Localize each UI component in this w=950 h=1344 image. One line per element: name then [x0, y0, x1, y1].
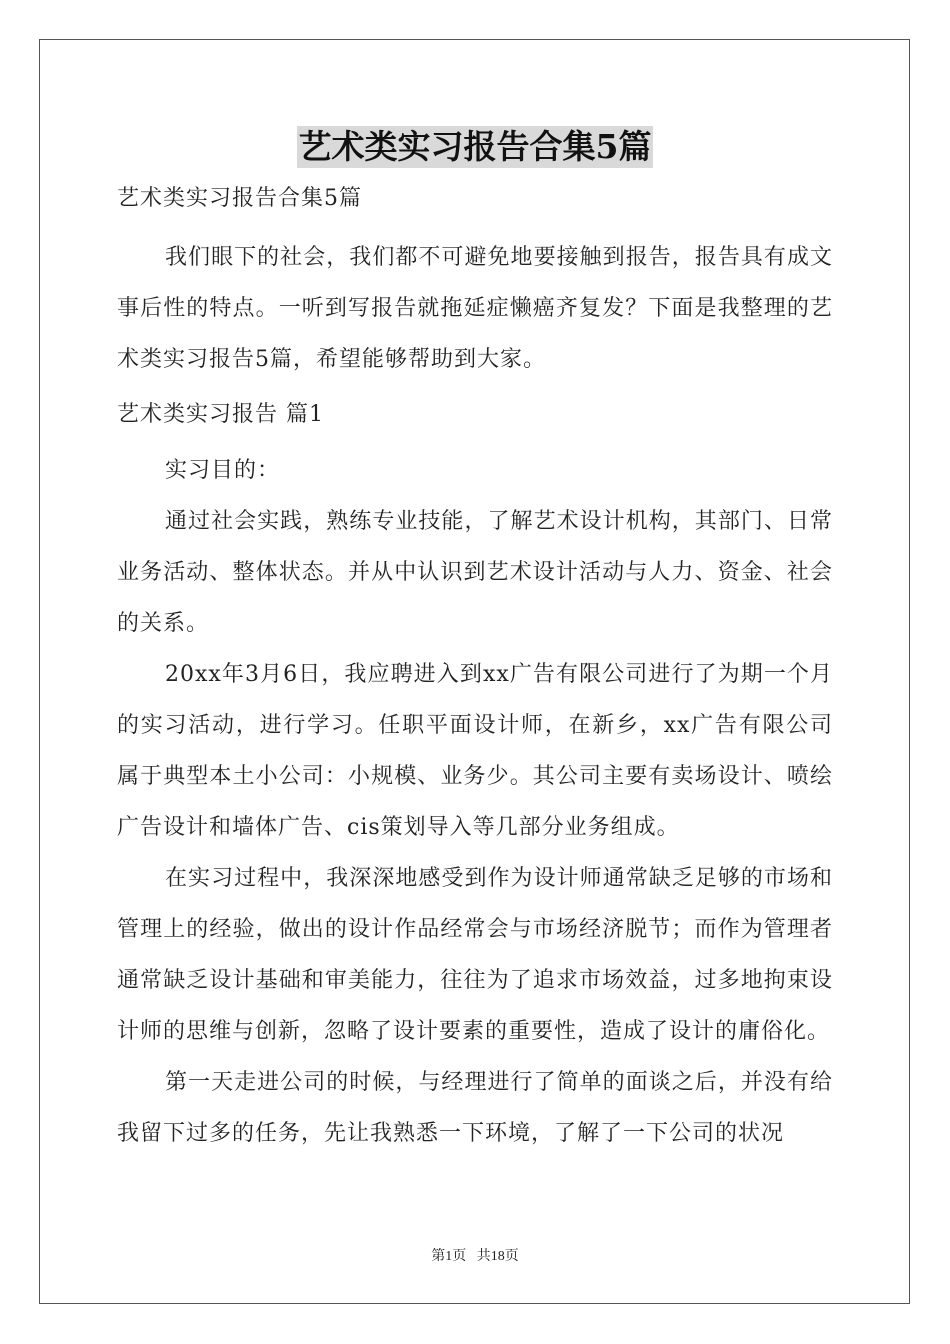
document-subtitle: 艺术类实习报告合集5篇: [117, 186, 362, 211]
intro-paragraph: 我们眼下的社会，我们都不可避免地要接触到报告，报告具有成文事后性的特点。一听到写报告就拖延症懒癌齐复发？下面是我整理的艺术类实习报告5篇，希望能够帮助到大家。: [117, 245, 833, 372]
paragraph-purpose: 通过社会实践，熟练专业技能，了解艺术设计机构，其部门、日常业务活动、整体状态。并从中认识到艺术设计活动与人力、资金、社会的关系。: [117, 509, 833, 636]
paragraph-reflection: 在实习过程中，我深深地感受到作为设计师通常缺乏足够的市场和管理上的经验，做出的设计作品经常会与市场经济脱节；而作为管理者通常缺乏设计基础和审美能力，往往为了追求市场效益，过多地拘束设计师的思维与创新，忽略了设计要素的重要性，造成了设计的庸俗化。: [117, 866, 833, 1044]
section-heading: 艺术类实习报告 篇1: [117, 402, 324, 427]
page-total: 共18页: [476, 1249, 519, 1264]
paragraph-internship: 20xx年3月6日，我应聘进入到xx广告有限公司进行了为期一个月的实习活动，进行学习。任职平面设计师，在新乡，xx广告有限公司属于典型本土小公司：小规模、业务少。其公司主要有卖场设计、喷绘广告设计和墙体广告、cis策划导入等几部分业务组成。: [117, 662, 833, 840]
paragraph-first-day: 第一天走进公司的时候，与经理进行了简单的面谈之后，并没有给我留下过多的任务，先让我熟悉一下环境，了解了一下公司的状况: [117, 1070, 833, 1146]
document-title: 艺术类实习报告合集5篇: [298, 127, 652, 166]
paragraph-purpose-label: 实习目的：: [165, 458, 281, 483]
page-footer: [0, 1248, 950, 1266]
page-number: 第1页: [431, 1249, 467, 1264]
title-container: [0, 126, 950, 168]
document-body: [117, 181, 833, 1159]
